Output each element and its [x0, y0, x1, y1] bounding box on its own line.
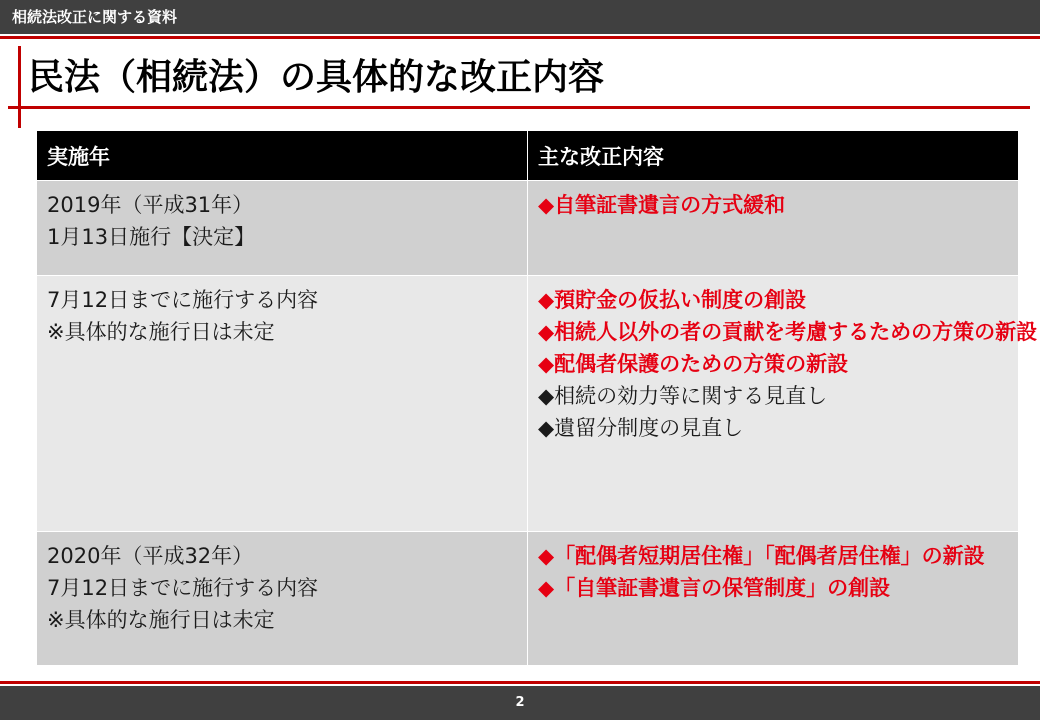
- table-row: [37, 181, 1019, 276]
- year-line: 7月12日までに施行する内容: [47, 576, 319, 600]
- page-title: 民法（相続法）の具体的な改正内容: [28, 57, 605, 98]
- year-cell: [37, 532, 528, 666]
- revision-item: ◆「自筆証書遺言の保管制度」の創設: [538, 576, 891, 600]
- content-cell: [528, 276, 1038, 532]
- top-accent-line: [0, 36, 1040, 39]
- top-header-bar: [0, 0, 1040, 34]
- revision-item: ◆預貯金の仮払い制度の創設: [538, 288, 807, 312]
- revision-item: ◆配偶者保護のための方策の新設: [538, 352, 849, 376]
- column-header-content: 主な改正内容: [528, 131, 1019, 181]
- bottom-accent-line: [0, 681, 1040, 684]
- table-header-row: [37, 131, 1019, 181]
- page-number: 2: [515, 695, 525, 710]
- year-line: ※具体的な施行日は未定: [47, 608, 275, 632]
- content-cell: [528, 181, 1019, 276]
- content-cell: [528, 532, 1019, 666]
- title-accent-vertical: [18, 46, 21, 128]
- year-line: 2020年（平成32年）: [47, 544, 254, 568]
- revision-item: ◆「配偶者短期居住権」「配偶者居住権」の新設: [538, 544, 985, 568]
- column-header-year: 実施年: [37, 131, 528, 181]
- document-title: 相続法改正に関する資料: [12, 8, 178, 26]
- footer-bar: [0, 686, 1040, 720]
- revision-table: [36, 130, 1038, 666]
- year-line: ※具体的な施行日は未定: [47, 320, 275, 344]
- title-accent-horizontal: [8, 106, 1030, 109]
- revision-item: ◆自筆証書遺言の方式緩和: [538, 193, 786, 217]
- revision-item: ◆遺留分制度の見直し: [538, 416, 744, 440]
- table-row: [37, 276, 1019, 532]
- year-line: 7月12日までに施行する内容: [47, 288, 319, 312]
- year-cell: [37, 181, 528, 276]
- revision-item: ◆相続の効力等に関する見直し: [538, 384, 828, 408]
- year-cell: [37, 276, 528, 532]
- year-line: 2019年（平成31年）: [47, 193, 254, 217]
- year-line: 1月13日施行【決定】: [47, 225, 256, 249]
- table-row: [37, 532, 1019, 666]
- revision-item: ◆相続人以外の者の貢献を考慮するための方策の新設: [538, 320, 1038, 344]
